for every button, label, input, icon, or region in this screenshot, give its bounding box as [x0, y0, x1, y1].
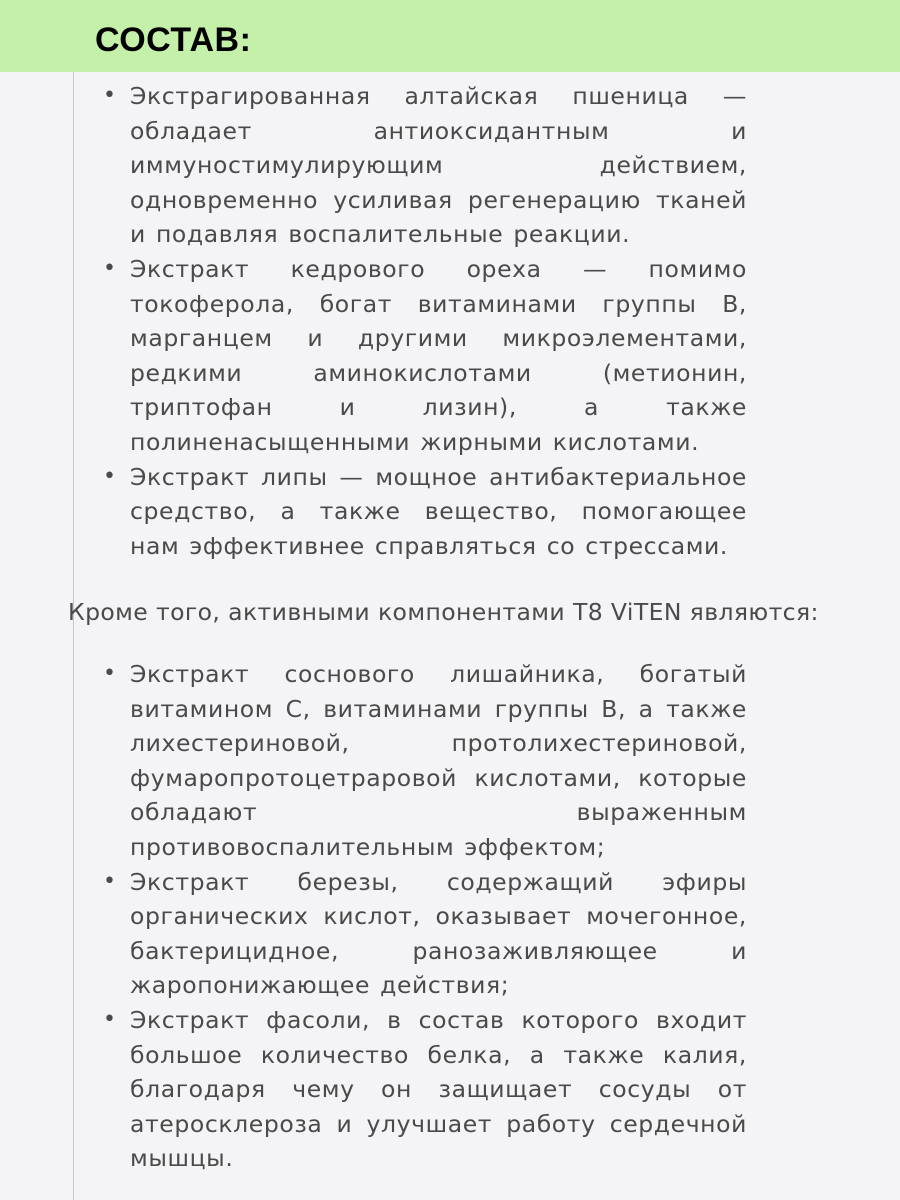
list-item: [103, 460, 747, 564]
list-item-text: Экстракт липы — мощное антибактериальное средство, а также вещество, помогающее нам эффективнее справляться со стрессами.: [130, 462, 747, 560]
ingredients-list-primary: [0, 79, 747, 563]
list-item: [103, 1003, 747, 1176]
bullet-icon: •: [103, 868, 117, 894]
bullet-icon: •: [103, 83, 117, 108]
ingredients-list-secondary: [0, 657, 747, 1176]
list-item: [103, 79, 747, 252]
list-item-text: Экстрагированная алтайская пшеница — обладает антиоксидантным и иммуностимулирующим действием, одновременно усиливая регенерацию тканей и подавляя воспалительные реакции.: [130, 82, 747, 249]
page-title: СОСТАВ:: [95, 21, 252, 59]
bullet-icon: •: [103, 463, 117, 489]
list-item-text: Экстракт соснового лишайника, богатый витамином С, витаминами группы В, а также лихестериновой, протолихестериновой, фумаропротоцетраровой кислотами, которые обладают выраженным противовоспалительным эффектом;: [130, 660, 747, 861]
list-item: [103, 657, 747, 865]
bullet-icon: •: [103, 661, 117, 686]
list-item-text: Экстракт фасоли, в состав которого входит большое количество белка, а также калия, благодаря чему он защищает сосуды от атеросклероза и улучшает работу сердечной мышцы.: [130, 1005, 747, 1173]
header-bar: [0, 0, 900, 72]
bullet-icon: •: [103, 255, 117, 281]
list-item-text: Экстракт кедрового ореха — помимо токоферола, богат витаминами группы В, марганцем и другими микроэлементами, редкими аминокислотами (метионин, триптофан и лизин), а также полиненасыщенными жирными кислотами.: [130, 254, 747, 456]
list-item: [103, 865, 747, 1003]
active-components-intro: Кроме того, активными компонентами Т8 ViTEN являются:: [68, 598, 819, 626]
list-item-text: Экстракт березы, содержащий эфиры органических кислот, оказывает мочегонное, бактерицидное, ранозаживляющее и жаропонижающее действия;: [130, 867, 747, 1000]
list-item: [103, 252, 747, 460]
bullet-icon: •: [103, 1006, 117, 1032]
